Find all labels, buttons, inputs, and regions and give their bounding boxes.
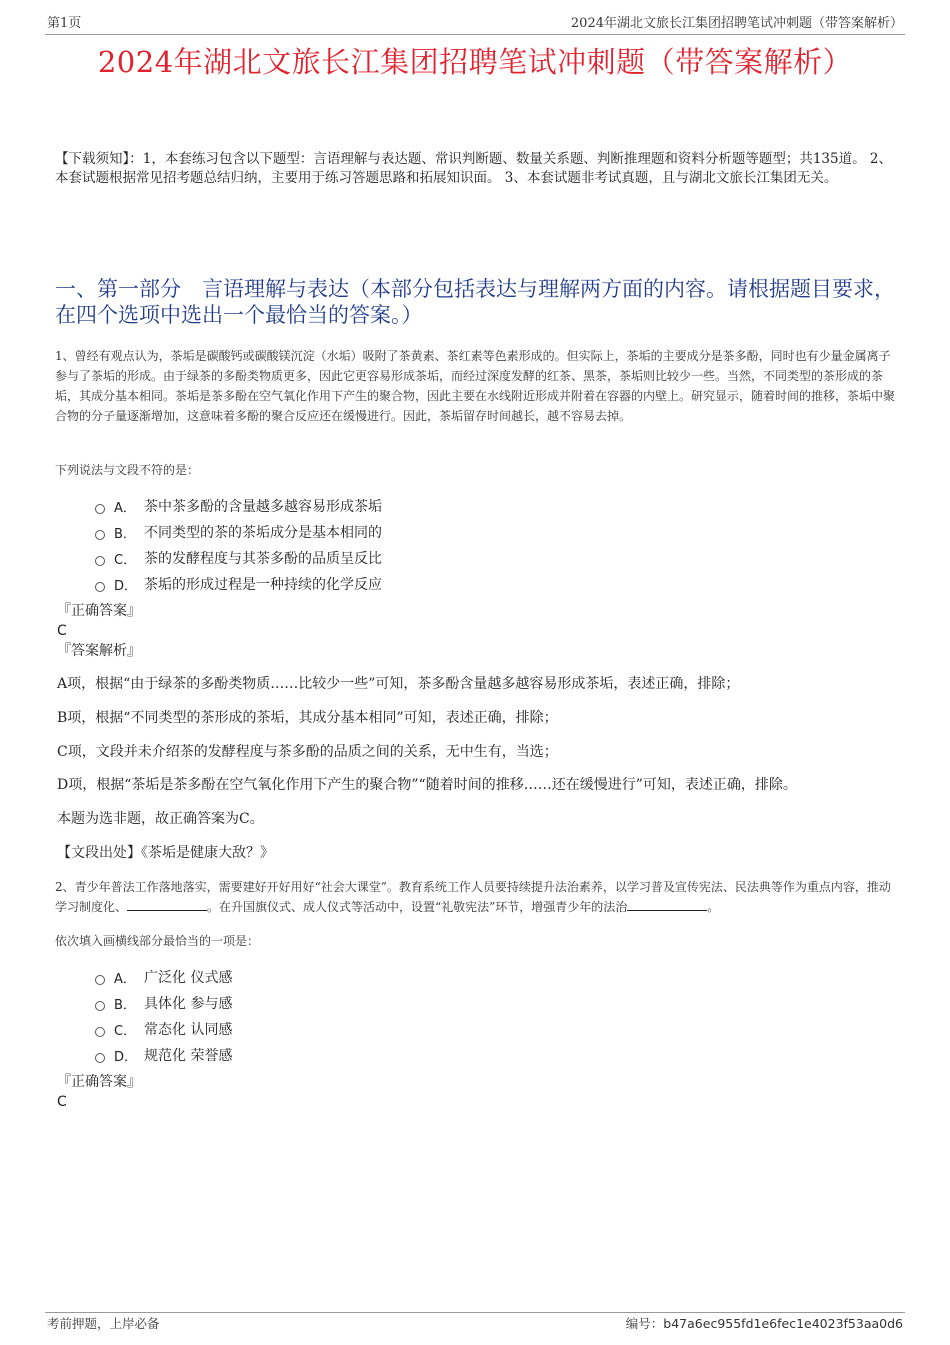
fill-blank xyxy=(627,898,707,911)
analysis-line: C项，文段并未介绍茶的发酵程度与茶多酚的品质之间的关系，无中生有，当选； xyxy=(57,744,558,760)
option-b[interactable]: B． 具体化 参与感 xyxy=(95,990,695,1016)
correct-answer: C xyxy=(57,623,67,639)
analysis-line: D项，根据“茶垢是茶多酚在空气氧化作用下产生的聚合物”“随着时间的推移……还在缓慢进行”可知，表述正确，排除。 xyxy=(57,777,797,793)
analysis-line: B项，根据“不同类型的茶形成的茶垢，其成分基本相同”可知，表述正确，排除； xyxy=(57,710,558,726)
option-c[interactable]: C． 茶的发酵程度与其茶多酚的品质呈反比 xyxy=(95,545,695,571)
radio-icon[interactable] xyxy=(95,1001,105,1011)
correct-answer-label: 『正确答案』 xyxy=(57,1074,141,1090)
radio-icon[interactable] xyxy=(95,530,105,540)
option-a[interactable]: A． 茶中茶多酚的含量越多越容易形成茶垢 xyxy=(95,493,695,519)
answer-analysis-label: 『答案解析』 xyxy=(57,643,141,659)
radio-icon[interactable] xyxy=(95,1053,105,1063)
question-1-prompt: 下列说法与文段不符的是： xyxy=(55,463,200,477)
radio-icon[interactable] xyxy=(95,582,105,592)
analysis-conclusion: 本题为选非题，故正确答案为C。 xyxy=(57,811,264,827)
question-2-text: 2、青少年普法工作落地落实，需要建好开好用好“社会大课堂”。教育系统工作人员要持续提升法治素养，以学习普及宣传宪法、民法典等作为重点内容，推动学习制度化、 。在升国旗仪式、成人仪式等活动中，设置“礼敬宪法”环节，增强青少年的法治 。 xyxy=(55,880,891,914)
download-notice: 【下载须知】：1，本套练习包含以下题型：言语理解与表达题、常识判断题、数量关系题、判断推理题和资料分析题等题型；共135道。 2、本套试题根据常见招考题总结归纳，主要用于练习答题思路和拓展知识面。 3、本套试题非考试真题，且与湖北文旅长江集团无关。 xyxy=(55,151,892,186)
page-number: 第1页 xyxy=(47,16,82,31)
analysis-line: A项，根据“由于绿茶的多酚类物质……比较少一些”可知，茶多酚含量越多越容易形成茶垢，表述正确，排除； xyxy=(57,676,740,692)
question-2-prompt: 依次填入画横线部分最恰当的一项是： xyxy=(55,934,260,948)
option-b[interactable]: B． 不同类型的茶的茶垢成分是基本相同的 xyxy=(95,519,695,545)
option-c[interactable]: C． 常态化 认同感 xyxy=(95,1016,695,1042)
question-1-options xyxy=(95,493,695,597)
radio-icon[interactable] xyxy=(95,975,105,985)
text-source: 【文段出处】《茶垢是健康大敌？》 xyxy=(57,845,274,861)
correct-answer: C xyxy=(57,1094,67,1110)
fill-blank xyxy=(127,898,207,911)
section-title: 一、第一部分 言语理解与表达（本部分包括表达与理解两方面的内容。请根据题目要求，在四个选项中选出一个最恰当的答案。） xyxy=(55,277,895,327)
option-a[interactable]: A． 广泛化 仪式感 xyxy=(95,964,695,990)
question-1-text: 1、曾经有观点认为，茶垢是碳酸钙或碳酸镁沉淀（水垢）吸附了茶黄素、茶红素等色素形成的。但实际上，茶垢的主要成分是茶多酚，同时也有少量金属离子参与了茶垢的形成。由于绿茶的多酚类物质更多，因此它更容易形成茶垢，而经过深度发酵的红茶、黑茶，茶垢则比较少一些。当然，不同类型的茶形成的茶垢，其成分基本相同。茶垢是茶多酚在空气氧化作用下产生的聚合物，因此主要在水线附近形成并附着在容器的内壁上。研究显示，随着时间的推移，茶垢中聚合物的分子量逐渐增加，这意味着多酚的聚合反应还在缓慢进行。因此，茶垢留存时间越长，越不容易去掉。 xyxy=(55,349,896,423)
option-d[interactable]: D． 茶垢的形成过程是一种持续的化学反应 xyxy=(95,571,695,597)
question-2-options xyxy=(95,964,695,1068)
radio-icon[interactable] xyxy=(95,1027,105,1037)
option-d[interactable]: D． 规范化 荣誉感 xyxy=(95,1042,695,1068)
header-doc-name: 2024年湖北文旅长江集团招聘笔试冲刺题（带答案解析） xyxy=(570,16,903,31)
page-footer xyxy=(45,1312,905,1335)
page-header xyxy=(45,14,905,35)
radio-icon[interactable] xyxy=(95,556,105,566)
radio-icon[interactable] xyxy=(95,504,105,514)
correct-answer-label: 『正确答案』 xyxy=(57,603,141,619)
footer-doc-id: 编号：b47a6ec955fd1e6fec1e4023f53aa0d6 xyxy=(625,1316,903,1331)
document-title: 2024年湖北文旅长江集团招聘笔试冲刺题（带答案解析） xyxy=(97,45,853,79)
footer-slogan: 考前押题，上岸必备 xyxy=(47,1316,160,1331)
